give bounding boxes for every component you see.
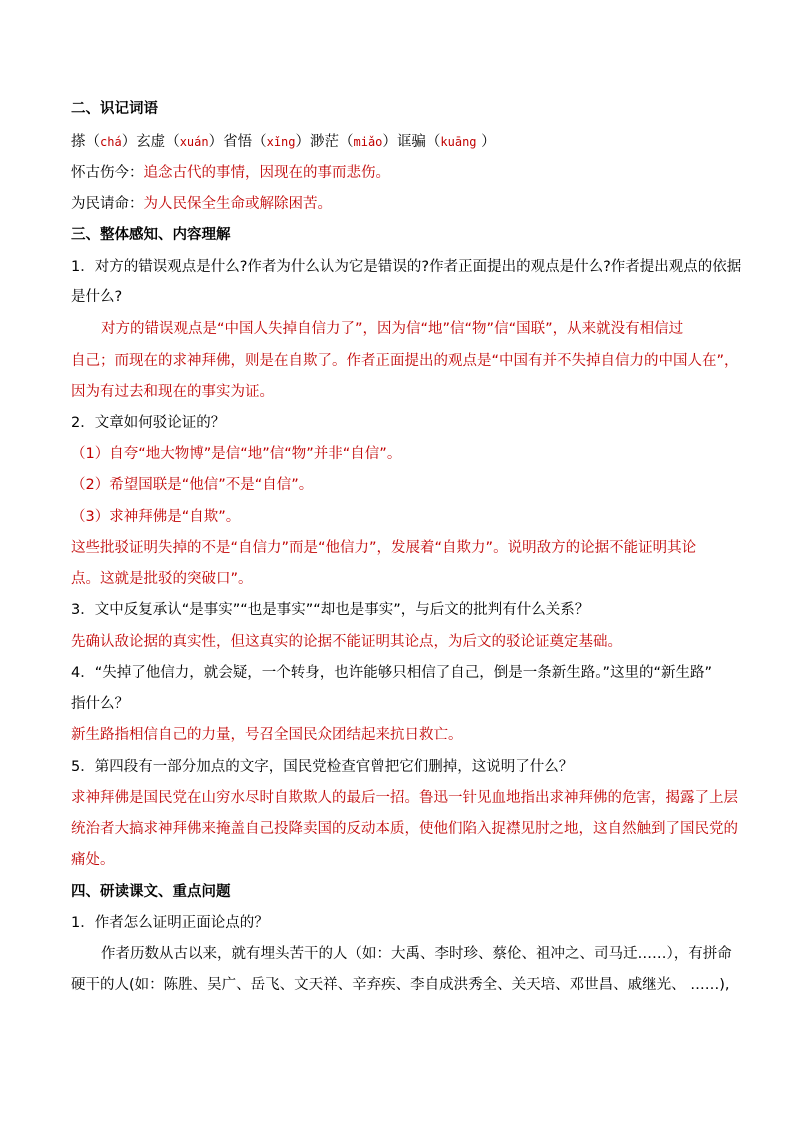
section-heading-vocabulary: 二、识记词语 bbox=[71, 101, 158, 117]
answer-text: 痛处。 bbox=[71, 852, 115, 868]
answer-point: （2）希望国联是“他信”不是“自信”。 bbox=[71, 477, 314, 493]
vocabulary-list: 搽（chá）玄虚（xuán）省悟（xǐng）渺茫（miǎo）诓骗（kuāng ） bbox=[71, 134, 496, 150]
vocab-word: 渺茫 bbox=[310, 134, 339, 150]
section-heading-key-questions: 四、研读课文、重点问题 bbox=[71, 884, 231, 900]
idiom-definition bbox=[71, 194, 332, 214]
idiom-term: 为民请命： bbox=[71, 196, 144, 212]
vocab-pinyin: miǎo bbox=[353, 135, 383, 149]
answer-point: （1）自夸“地大物博”是信“地”信“物”并非“自信”。 bbox=[71, 446, 402, 462]
question-text: 2．文章如何驳论证的？ bbox=[71, 415, 226, 431]
vocab-word: 玄虚 bbox=[136, 134, 166, 150]
answer-text: 这些批驳证明失掉的不是“自信力”而是“他信力”，发展着“自欺力”。说明敌方的论据不能证明其论 bbox=[71, 540, 697, 556]
idiom-meaning: 为人民保全生命或解除困苦。 bbox=[143, 196, 332, 212]
question-text: 5．第四段有一部分加点的文字，国民党检查官曾把它们删掉，这说明了什么？ bbox=[71, 759, 574, 775]
answer-point: （3）求神拜佛是“自欺”。 bbox=[71, 509, 241, 525]
question-text: 1．作者怎么证明正面论点的？ bbox=[71, 915, 269, 931]
idiom-definition bbox=[71, 163, 390, 183]
answer-text: 求神拜佛是国民党在山穷水尽时自欺欺人的最后一招。鲁迅一针见血地指出求神拜佛的危害，揭露了上层 bbox=[71, 790, 738, 806]
answer-text: 统治者大搞求神拜佛来掩盖自己投降卖国的反动本质，使他们陷入捉襟见肘之地，这自然触到了国民党的 bbox=[71, 821, 738, 837]
answer-text: 作者历数从古以来，就有埋头苦干的人（如：大禹、李时珍、蔡伦、祖冲之、司马迁……），有拼命 bbox=[101, 946, 732, 962]
vocab-word: 诓骗 bbox=[396, 134, 426, 150]
question-text: 是什么? bbox=[71, 289, 123, 305]
answer-text: 硬干的人(如：陈胜、吴广、岳飞、文天祥、辛弃疾、李自成洪秀全、关天培、邓世昌、戚继光、 ……), bbox=[71, 977, 730, 993]
vocab-pinyin: kuāng bbox=[440, 135, 477, 149]
idiom-term: 怀古伤今： bbox=[71, 165, 144, 181]
question-text: 4．“失掉了他信力，就会疑，一个转身，也许能够只相信了自己，倒是一条新生路。”这里的“新生路” bbox=[71, 665, 713, 681]
vocab-pinyin: xǐng bbox=[266, 135, 296, 149]
question-text: 指什么？ bbox=[71, 696, 129, 712]
answer-text: 对方的错误观点是“中国人失掉自信力了”，因为信“地”信“物”信“国联”，从来就没有相信过 bbox=[101, 321, 684, 337]
answer-text: 先确认敌论据的真实性，但这真实的论据不能证明其论点，为后文的驳论证奠定基础。 bbox=[71, 634, 622, 650]
question-text: 1．对方的错误观点是什么?作者为什么认为它是错误的?作者正面提出的观点是什么?作者提出观点的依据 bbox=[71, 259, 742, 275]
vocab-pinyin: chá bbox=[100, 135, 122, 149]
question-text: 3．文中反复承认“是事实”“也是事实”“却也是事实”，与后文的批判有什么关系？ bbox=[71, 602, 590, 618]
idiom-meaning: 追念古代的事情，因现在的事而悲伤。 bbox=[143, 165, 390, 181]
vocab-pinyin: xuán bbox=[179, 135, 209, 149]
answer-text: 因为有过去和现在的事实为证。 bbox=[71, 384, 274, 400]
vocab-word: 搽 bbox=[71, 134, 86, 150]
answer-text: 新生路指相信自己的力量，号召全国民众团结起来抗日救亡。 bbox=[71, 727, 463, 743]
answer-text: 自己；而现在的求神拜佛，则是在自欺了。作者正面提出的观点是“中国有并不失掉自信力的中国人在”， bbox=[71, 353, 739, 369]
vocab-word: 省悟 bbox=[223, 134, 253, 150]
answer-text: 点。这就是批驳的突破口”。 bbox=[71, 571, 253, 587]
section-heading-understanding: 三、整体感知、内容理解 bbox=[71, 227, 231, 243]
